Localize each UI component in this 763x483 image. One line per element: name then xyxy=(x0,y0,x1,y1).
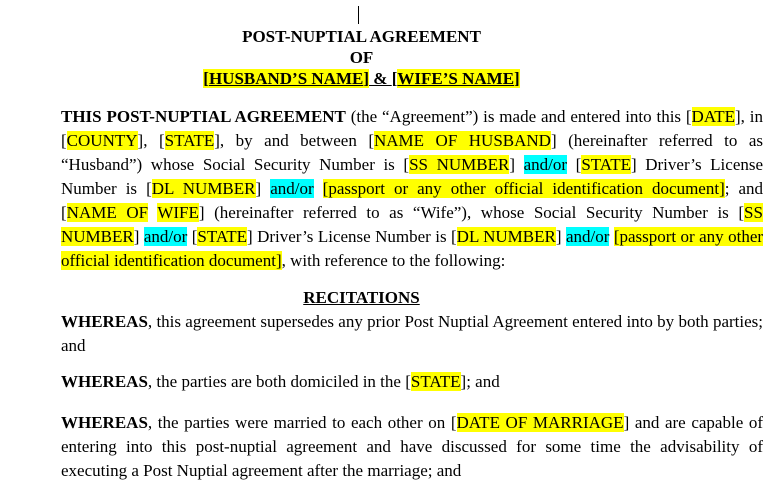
text: , this agreement supersedes any prior Post Nuptial Agreement entered into by both parties; and xyxy=(61,312,763,355)
bracket: [ xyxy=(391,69,398,88)
text: , in xyxy=(740,107,763,126)
passport-placeholder: passport or any other official identification document xyxy=(61,227,763,270)
county-placeholder: COUNTY xyxy=(66,131,138,150)
whereas-lead: WHEREAS xyxy=(61,413,148,432)
andor-highlight: and/or xyxy=(565,227,610,246)
ss-number-placeholder: SS NUMBER xyxy=(409,155,510,174)
marriage-date-placeholder: DATE OF MARRIAGE xyxy=(456,413,624,432)
andor-highlight: and/or xyxy=(523,155,568,174)
intro-paragraph: THIS POST-NUPTIAL AGREEMENT (the “Agreement”) is made and entered into this [DATE], in [COUNTY], [STATE], by and between [NAME OF HUSBAND] (hereinafter referred to as “Husband”) whose Social Security Number is [SS NUMBER] and/or [STATE] Driver’s License Number is [DL NUMBER] and/or [passport or any other official identification document]; and [NAME OF WIFE] (hereinafter referred to as “Wife”), whose Social Security Number is [SS NUMBER] and/or [STATE] Driver’s License Number is [DL NUMBER] and/or [passport or any other official identification document], with reference to the following: xyxy=(61,107,763,270)
andor-highlight: and/or xyxy=(143,227,188,246)
bracket: ] xyxy=(363,69,370,88)
text: , the parties were married to each other on xyxy=(147,413,451,432)
text: (the “Agreement”) is made and entered into this xyxy=(345,107,686,126)
text xyxy=(314,179,323,198)
bracket: [ xyxy=(203,69,209,88)
state-placeholder: STATE xyxy=(164,131,215,150)
wife-name-field: NAME OF xyxy=(66,203,149,222)
whereas-paragraph-1 xyxy=(7,310,763,358)
text-cursor xyxy=(358,6,359,24)
text: Driver’s License Number is xyxy=(252,227,451,246)
whereas-lead: WHEREAS xyxy=(61,312,148,331)
text xyxy=(567,155,576,174)
date-placeholder: DATE xyxy=(691,107,735,126)
husband-name-placeholder: HUSBAND’S NAME xyxy=(208,69,364,88)
husband-name-field: NAME OF HUSBAND xyxy=(374,131,551,150)
state-placeholder: STATE xyxy=(581,155,631,174)
whereas-paragraph-3: WHEREAS, the parties were married to each other on [DATE OF MARRIAGE] and are capable of entering into this post-nuptial agreement and have discussed for some time the advisability of executing a Post Nuptial agreement after the marriage; and xyxy=(61,413,763,480)
text: and are capable of entering into this post-nuptial agreement and have discussed for some time the advisability of executing a Post Nuptial agreement after the marriage; and xyxy=(61,413,763,480)
text: (hereinafter referred to as “Wife”), whose Social Security Number is xyxy=(204,203,739,222)
text: Driver’s License Number is xyxy=(61,155,763,198)
wife-name-placeholder: WIFE’S NAME xyxy=(397,69,515,88)
whereas-paragraph-2: WHEREAS, the parties are both domiciled in the [STATE]; and xyxy=(61,372,500,391)
text: ; and xyxy=(724,179,763,198)
text xyxy=(148,203,157,222)
text: ; and xyxy=(466,372,500,391)
party-names-line xyxy=(0,68,723,89)
passport-placeholder: passport or any other official identification document xyxy=(328,179,720,198)
document-title-block xyxy=(0,26,723,89)
intro-lead: THIS POST-NUPTIAL AGREEMENT xyxy=(61,107,346,126)
dl-number-placeholder: DL NUMBER xyxy=(151,179,256,198)
dl-number-placeholder: DL NUMBER xyxy=(456,227,556,246)
andor-highlight: and/or xyxy=(270,179,314,198)
text xyxy=(187,227,191,246)
wife-name-field: WIFE xyxy=(157,203,199,222)
ss-number-placeholder: SS NUMBER xyxy=(61,203,763,246)
text: , the parties are both domiciled in the xyxy=(147,372,406,391)
text xyxy=(515,155,524,174)
bracket: ] xyxy=(514,69,520,88)
text xyxy=(261,179,270,198)
whereas-lead: WHEREAS xyxy=(61,372,148,391)
document-title: POST-NUPTIAL AGREEMENT xyxy=(242,27,481,46)
document-title-of: OF xyxy=(349,48,374,67)
text: , by and between xyxy=(219,131,369,150)
text: , xyxy=(143,131,159,150)
state-placeholder: STATE xyxy=(410,372,461,391)
text: , with reference to the following: xyxy=(281,251,506,270)
state-placeholder: STATE xyxy=(197,227,247,246)
text: (hereinafter referred to as “Husband”) whose Social Security Number is xyxy=(61,131,763,174)
ampersand: & xyxy=(369,69,392,88)
recitations-heading: RECITATIONS xyxy=(303,288,420,307)
